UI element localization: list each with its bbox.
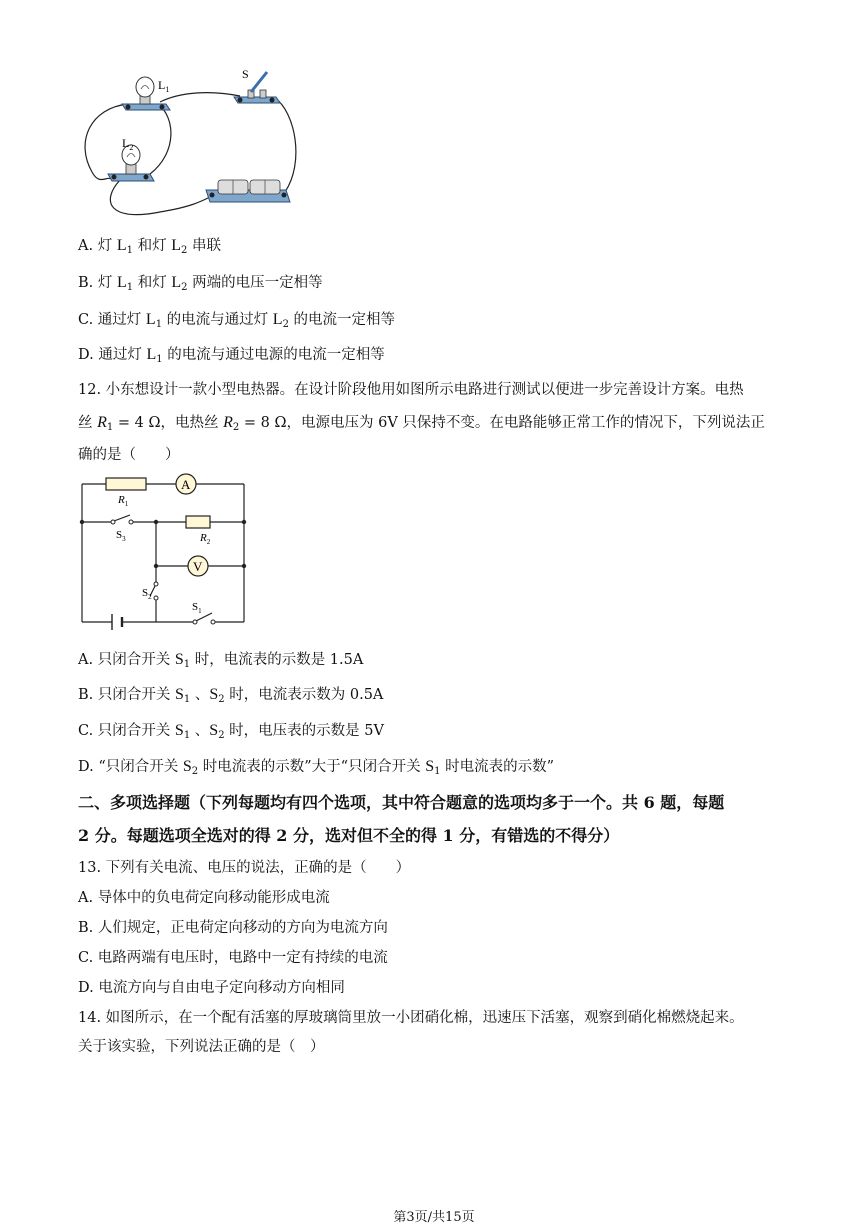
q11-option-b: B. 灯 $L_1$ 和灯 $L_2$ 两端的电压一定相等 [78, 274, 323, 293]
label-R2: $R_2$ [200, 532, 211, 546]
label-S: S [242, 67, 249, 81]
section-2-heading-line1: 二、多项选择题（下列每题均有四个选项，其中符合题意的选项均多于一个。共 6 题，每题 [78, 793, 725, 812]
q12-option-c: C. 只闭合开关 $S_1$ 、$S_2$ 时，电压表的示数是 5V [78, 722, 384, 741]
q12-option-d: D. “只闭合开关 $S_2$ 时电流表的示数”大于“只闭合开关 $S_1$ 时电流表的示数” [78, 758, 554, 777]
label-L2: $L_2$ [122, 136, 134, 152]
label-S1: $S_1$ [192, 601, 202, 615]
series-circuit-figure [70, 62, 310, 222]
page-footer: 第3页/共15页 [393, 1210, 475, 1225]
ammeter-label: A [181, 477, 191, 492]
label-S3: $S_3$ [116, 529, 126, 543]
label-L1: $L_1$ [158, 78, 170, 94]
q11-option-a: A. 灯 $L_1$ 和灯 $L_2$ 串联 [78, 237, 221, 256]
q13-option-b: B. 人们规定，正电荷定向移动的方向为电流方向 [78, 920, 388, 936]
q13-stem: 13. 下列有关电流、电压的说法，正确的是（ ） [78, 860, 411, 876]
label-S2: $S_2$ [142, 587, 152, 601]
q11-option-d: D. 通过灯 $L_1$ 的电流与通过电源的电流一定相等 [78, 346, 385, 365]
q12-stem-line3: 确的是（ ） [78, 447, 180, 463]
q13-option-a: A. 导体中的负电荷定向移动能形成电流 [78, 890, 330, 906]
q14-stem-line1: 14. 如图所示，在一个配有活塞的厚玻璃筒里放一小团硝化棉，迅速压下活塞，观察到硝化棉燃烧起来。 [78, 1010, 744, 1026]
q12-option-a: A. 只闭合开关 $S_1$ 时，电流表的示数是 1.5A [78, 651, 364, 670]
q13-option-c: C. 电路两端有电压时，电路中一定有持续的电流 [78, 950, 388, 966]
q12-stem-line2: 丝 $R_1 = 4$ Ω，电热丝 $R_2 = 8$ Ω，电源电压为 6V 只保持不变。在电路能够正常工作的情况下，下列说法正 [78, 414, 765, 433]
q12-circuit-schematic [76, 472, 256, 640]
section-2-heading-line2: 2 分。每题选项全选对的得 2 分，选对但不全的得 1 分，有错选的不得分） [78, 826, 620, 845]
q12-option-b: B. 只闭合开关 $S_1$ 、$S_2$ 时，电流表示数为 0.5A [78, 686, 384, 705]
q11-option-c: C. 通过灯 $L_1$ 的电流与通过灯 $L_2$ 的电流一定相等 [78, 311, 396, 330]
q14-stem-line2: 关于该实验，下列说法正确的是（ ） [78, 1039, 325, 1055]
label-R1: $R_1$ [118, 494, 129, 508]
q12-stem-line1: 12. 小东想设计一款小型电热器。在设计阶段他用如图所示电路进行测试以便进一步完善设计方案。电热 [78, 382, 744, 398]
voltmeter-label: V [193, 559, 203, 574]
q13-option-d: D. 电流方向与自由电子定向移动方向相同 [78, 980, 345, 996]
